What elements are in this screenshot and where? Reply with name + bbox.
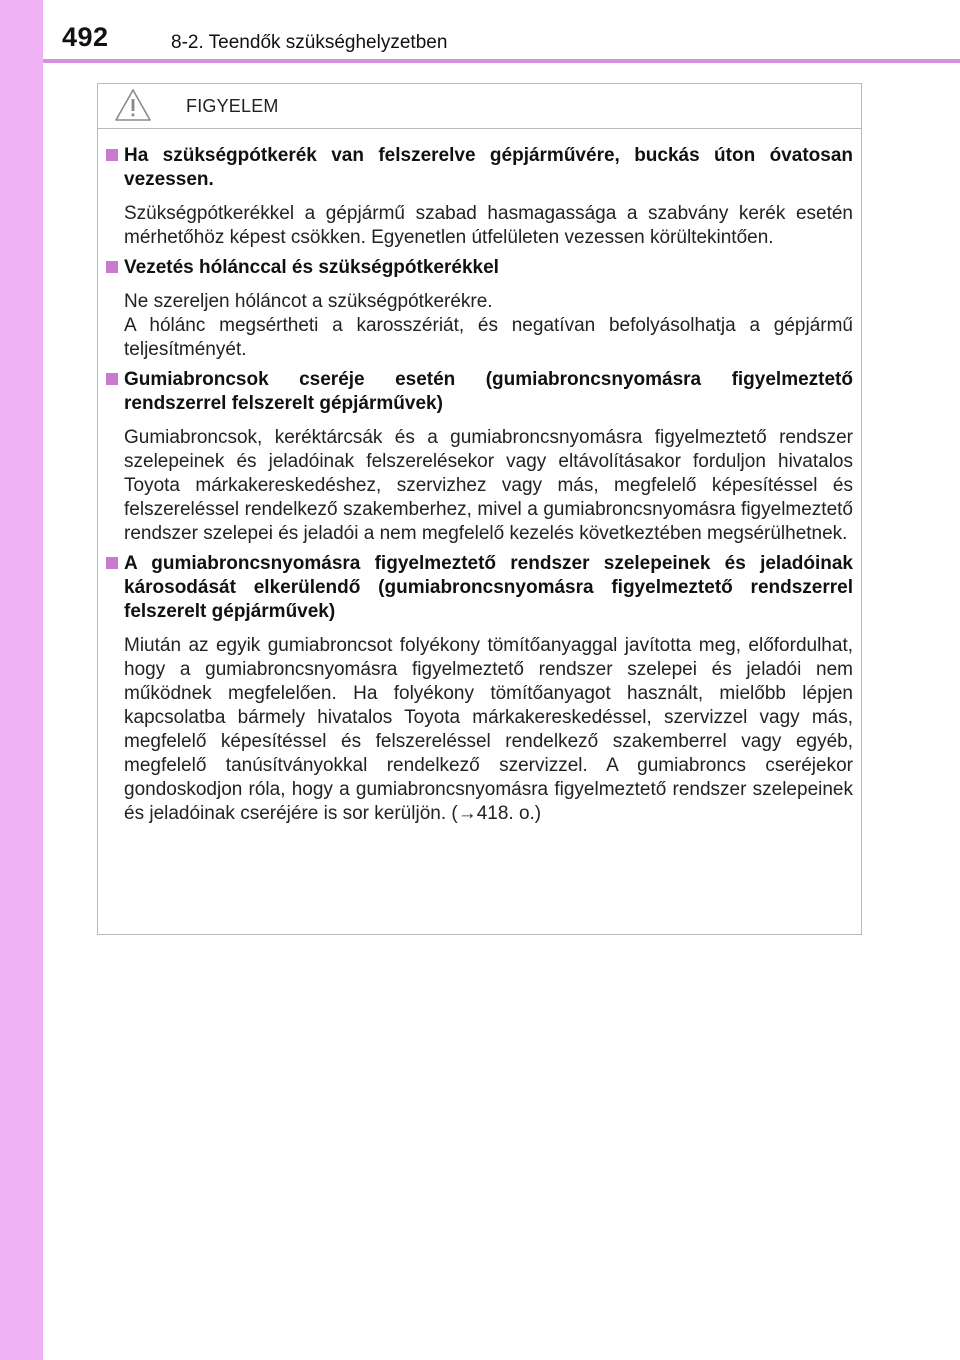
bullet-square-icon [106,373,118,385]
bullet-square-icon [106,149,118,161]
warning-label: FIGYELEM [186,96,279,116]
warning-triangle-icon [114,87,152,123]
warning-item [106,256,853,362]
warning-item-text: Ne szereljen hóláncot a szükségpótkerékre. A hólánc megsértheti a karosszériát, és negatívan befolyásolhatja a gépjármű teljesítményét. [124,291,853,360]
warning-header [98,84,861,129]
warning-item-heading [106,368,853,416]
heading-text: Vezetés hólánccal és szükségpótkerékkel [124,257,499,278]
heading-text: A gumiabroncsnyomásra figyelmeztető rendszer szelepeinek és jeladóinak károsodását elkerülendő (gumiabroncsnyomásra figyelmeztető rendszerrel felszerelt gépjárművek) [124,553,853,622]
bullet-square-icon [106,261,118,273]
heading-text: Ha szükségpótkerék van felszerelve gépjárművére, buckás úton óvatosan vezessen. [124,145,853,190]
warning-item [106,368,853,546]
warning-body [106,144,853,832]
warning-item [106,144,853,250]
warning-item-heading [106,552,853,624]
warning-item-text: Miután az egyik gumiabroncsot folyékony tömítőanyaggal javította meg, előfordulhat, hogy a gumiabroncsnyomásra figyelmeztető rendszer szelepei és jeladói nem működnek megfelelően. Ha folyékony tömítőanyagot használt, mielőbb lépjen kapcsolatba bármely hivatalos Toyota márkakereskedéssel, szervizzel vagy más, megfelelő képesítéssel és felszereléssel rendelkező szakemberrel vagy egyéb, megfelelő tanúsítványokkal rendelkező szervizzel. A gumiabroncs cseréjekor gondoskodjon róla, hogy a gumiabroncsnyomásra figyelmeztető rendszer szelepeinek és jeladóinak cseréjére is sor kerüljön. (→418. o.) [124,635,853,824]
left-color-band [0,0,43,1360]
heading-text: Gumiabroncsok cseréje esetén (gumiabroncsnyomásra figyelmeztető rendszerrel felszerelt gépjárművek) [124,369,853,414]
warning-item-heading [106,144,853,192]
warning-item-text: Szükségpótkerékkel a gépjármű szabad hasmagassága a szabvány kerék esetén mérhetőhöz képest csökken. Egyenetlen útfelületen vezessen körültekintően. [124,203,853,248]
warning-box [97,83,862,935]
warning-item-text: Gumiabroncsok, keréktárcsák és a gumiabroncsnyomásra figyelmeztető rendszer szelepeinek és jeladóinak felszerelésekor vagy eltávolításakor forduljon hivatalos Toyota márkakereskedéshez, szervizhez vagy más, megfelelő képesítéssel és felszereléssel rendelkező szakemberhez, mivel a gumiabroncsnyomásra figyelmeztető rendszer szelepei és jeladói a nem megfelelő kezelés következtében megsérülhetnek. [124,427,853,544]
warning-item-heading [106,256,853,280]
page-number: 492 [62,22,109,52]
bullet-square-icon [106,557,118,569]
section-title: 8-2. Teendők szükséghelyzetben [171,32,448,53]
warning-item [106,552,853,826]
